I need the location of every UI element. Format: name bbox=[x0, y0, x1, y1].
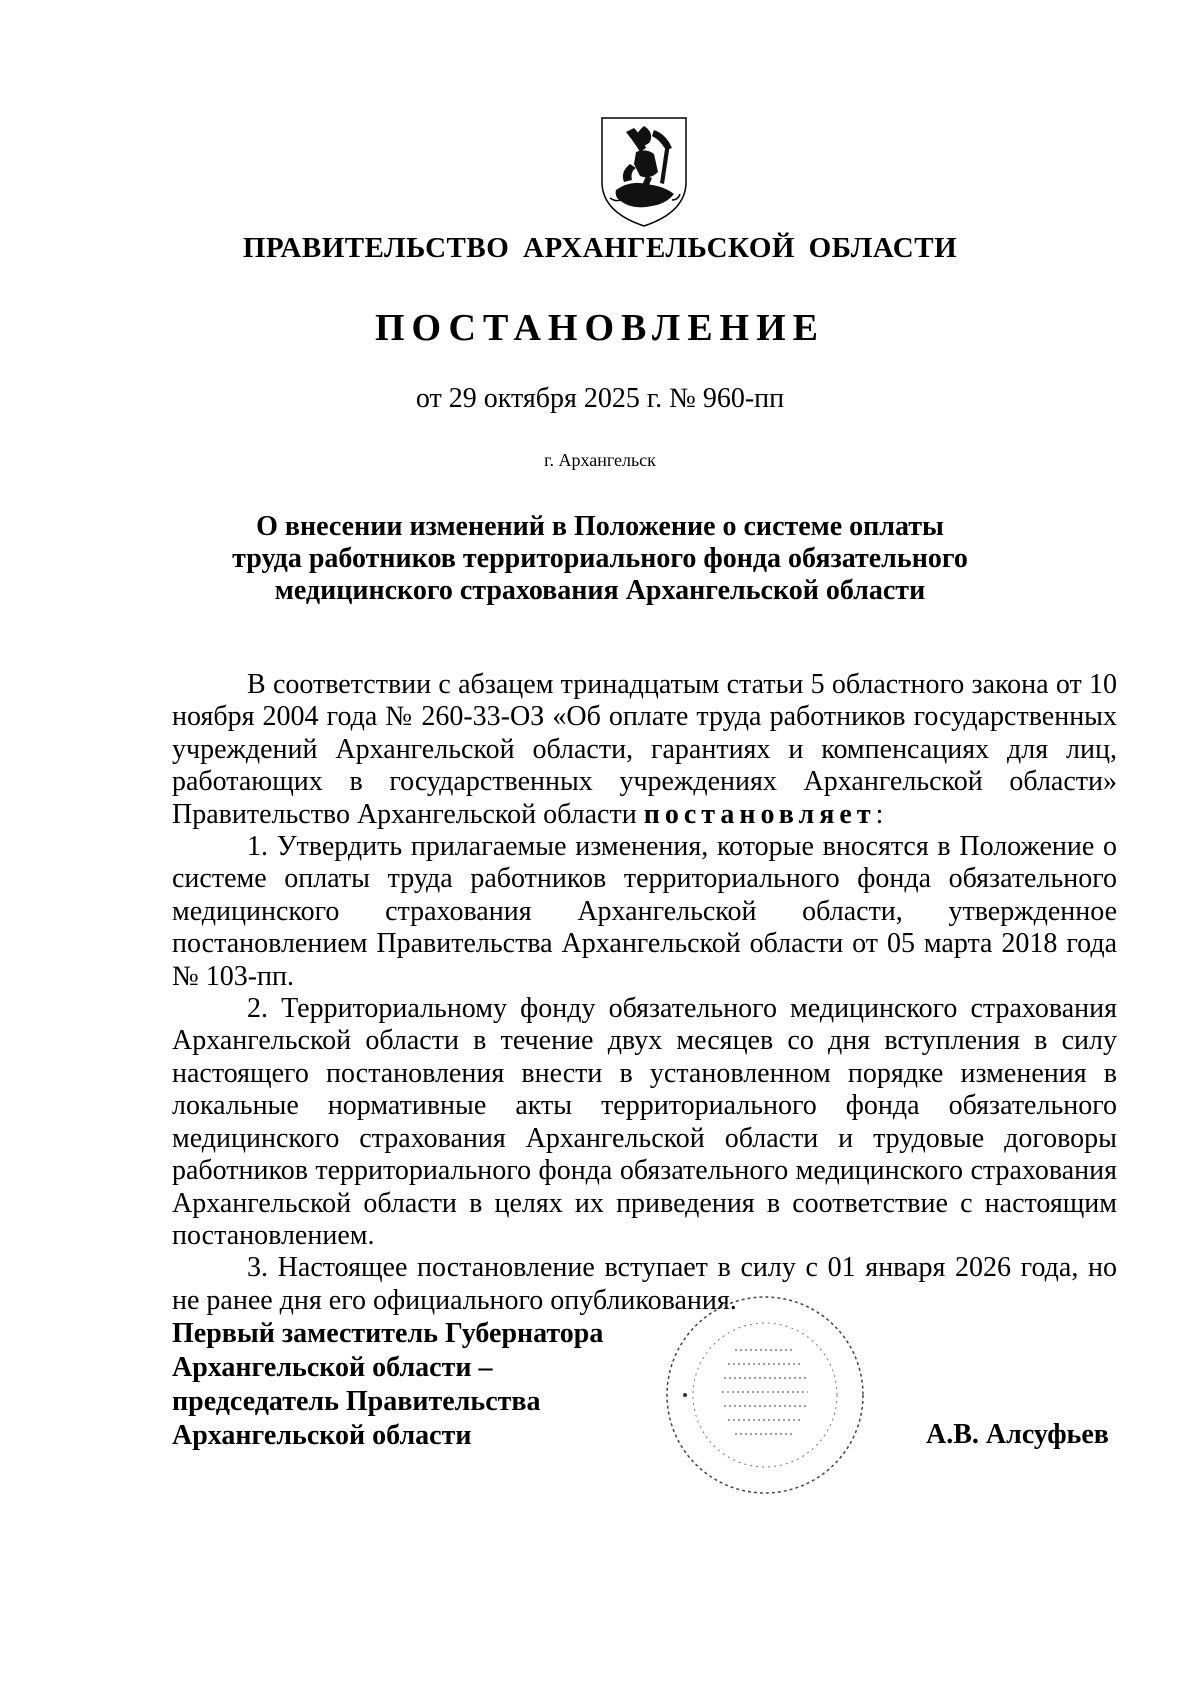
clause-2: 2. Территориальному фонду обязательного медицинского страхования Архангельской области в течение двух месяцев со дня вступления в силу настоящего постановления внести в установленном порядке изменения в локальные нормативные акты территориального фонда обязательного медицинского страхования Архангельской области и трудовые договоры работников территориального фонда обязательного медицинского страхования Архангельской области в целях их приведения в соответствие с настоящим постановлением. bbox=[172, 993, 1117, 1251]
title-line: труда работников территориального фонда обязательного bbox=[232, 543, 968, 574]
clause-1: 1. Утвердить прилагаемые изменения, которые вносятся в Положение о системе оплаты труда работников территориального фонда обязательного медицинского страхования Архангельской области, утвержденное постановлением Правительства Архангельской области от 05 марта 2018 года № 103-пп. bbox=[172, 831, 1117, 992]
position-line: Архангельской области bbox=[172, 1420, 472, 1451]
position-line: председатель Правительства bbox=[172, 1386, 541, 1417]
title-line: медицинского страхования Архангельской области bbox=[274, 575, 926, 606]
position-line: Первый заместитель Губернатора bbox=[172, 1318, 604, 1349]
document-date-number: от 29 октября 2025 г. № 960-пп bbox=[415, 383, 785, 414]
preamble-text: В соответствии с абзацем тринадцатым статьи 5 областного закона от 10 ноября 2004 года № 260-33-ОЗ «Об оплате труда работников государственных учреждений Архангельской области, гарантиях и компенсациях для лиц, работающих в государственных учреждениях Архангельской области» Правительство Архангельской области bbox=[172, 669, 1117, 830]
decree-colon: : bbox=[875, 798, 884, 830]
document-body bbox=[172, 669, 1117, 1317]
signatory-position bbox=[172, 1317, 603, 1453]
title-line: О внесении изменений в Положение о системе оплаты bbox=[256, 511, 944, 542]
coat-of-arms-icon bbox=[596, 112, 692, 230]
document-title bbox=[200, 511, 1000, 607]
clause-3: 3. Настоящее постановление вступает в силу с 01 января 2026 года, но не ранее дня его официального опубликования. bbox=[172, 1252, 1117, 1316]
document-type-heading: ПОСТАНОВЛЕНИЕ bbox=[374, 307, 826, 349]
document-city: г. Архангельск bbox=[544, 450, 656, 470]
official-seal-icon bbox=[660, 1290, 870, 1500]
position-line: Архангельской области – bbox=[172, 1352, 493, 1383]
government-name: ПРАВИТЕЛЬСТВО АРХАНГЕЛЬСКОЙ ОБЛАСТИ bbox=[242, 232, 958, 264]
signatory-name: А.В. Алсуфьев bbox=[926, 1419, 1109, 1450]
preamble-paragraph bbox=[172, 669, 1117, 831]
decree-word: постановляет bbox=[643, 798, 876, 830]
